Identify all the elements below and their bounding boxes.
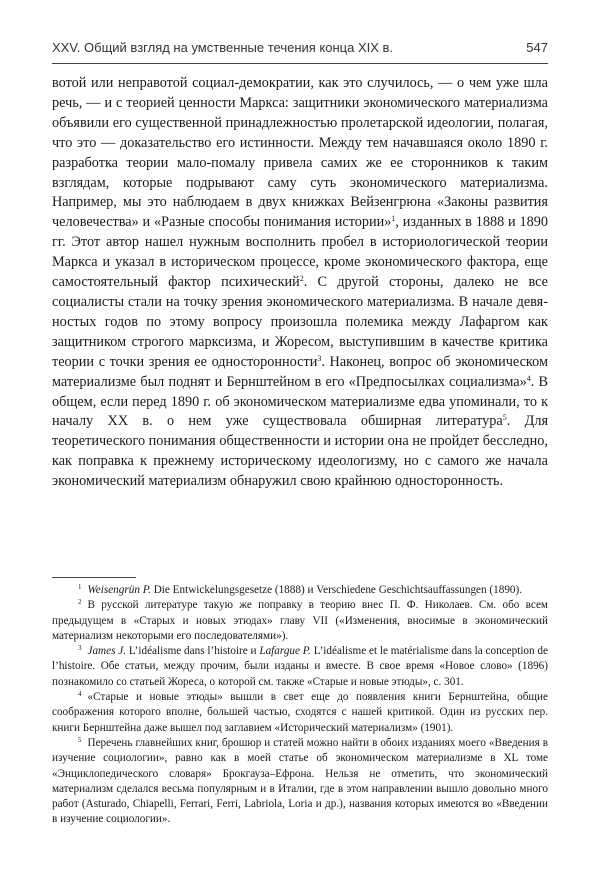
footnotes [52, 583, 548, 828]
footnote-author: Weisengrün P. [87, 584, 151, 596]
page-number: 547 [526, 40, 548, 55]
text-segment: , изданных в 1888 и 1890 гг. Этот автор нашел нужным восполнить пробел в историологической теории Маркса и указал в историческом процессе, кроме экономического фактора, еще самостоятельный фактор психический [52, 214, 548, 291]
text-segment: . В общем, если перед 1890 г. об экономическом материализме едва упоминали, то к началу XX в. о нем уже существовала обширная литература [52, 373, 548, 430]
footnote-ref-3: 3 [317, 353, 322, 363]
main-text [52, 74, 548, 492]
footnote-text: В русской литературе такую же поправку в теорию внес П. Ф. Николаев. См. обо всем предыдущем в «Старых и новых этюдах» главу VII («Изменения, вносимые в экономический материализм некоторыми его последователями»). [52, 599, 548, 642]
footnote-ref-1: 1 [391, 214, 396, 224]
footnote-author: Lafargue P. [259, 645, 311, 658]
footnote-text: Die Entwickelungsgesetze (1888) и Verschiedene Geschichtsauffassungen (1890). [150, 584, 523, 596]
footnote-number: 2 [78, 598, 82, 607]
text-segment: . Для теоретического понимания общественности и истории она не пройдет бесследно, как поправка к прежнему историческому идеологизму, но с самого же начала экономический материализм обнаружил свою крайнюю односторонность. [52, 413, 548, 490]
footnote-text: Перечень главнейших книг, брошюр и статей можно найти в обоих изданиях моего «Введения в изучение социологии», равно как в моей статье об экономическом материализме в XL томе «Энциклопедического словаря» Брокгауза–Ефрона. Нельзя не отметить, что экономический материализм сделался весьма популярным и в Италии, где в этом направлении вышло довольно много работ (Asturado, Chiapelli, Ferrari, Ferri, Labriola, Loria и др.), названия которых имеются во «Введении в изучение социологии». [52, 736, 548, 826]
footnote-separator [52, 577, 136, 578]
body-paragraph [52, 74, 548, 492]
footnote-ref-5: 5 [502, 413, 507, 423]
footnote-ref-4: 4 [526, 373, 531, 383]
footnote-5 [52, 736, 548, 828]
footnote-1 [52, 583, 548, 598]
footnote-2 [52, 598, 548, 644]
running-head [52, 40, 548, 62]
footnote-author: James J. [87, 645, 127, 658]
footnote-text: L’idéalisme et le matérialisme dans la conception de l’histoire. Обе статьи, между прочим, были изданы и вместе. В свое время «Новое слово» (1896) познакомило со статьей Жореса, о которой см. также «Старые и новые этюды», с. 301. [52, 645, 548, 688]
footnote-number: 4 [78, 690, 82, 699]
footnote-ref-2: 2 [299, 274, 304, 284]
footnote-text: L’idéalisme dans l’histoire и [126, 645, 260, 658]
footnote-3 [52, 644, 548, 690]
footnote-number: 3 [78, 644, 82, 653]
text-segment: вотой или неправотой социал-демократии, как это случилось, — о чем уже шла речь, — и с теорией ценности Маркса: защитники экономического материализма объявили его существенной принадлежностью пролетарской идеологии, полагая, что это — доказательство его истинности. Между тем начавшаяся около 1890 г. разработка теории мало-помалу привела самих же ее сторонников к таким взглядам, которые подрывают саму суть экономического материализма. Например, мы это наблюдаем в двух книжках Вейзенгрюна «Законы развития человечества» и «Разные способы понимания истории» [52, 75, 548, 231]
footnote-text: «Старые и новые этюды» вышли в свет еще до появления книги Бернштейна, общие соображения которого вполне, большей частью, сходятся с нашей критикой. Один из русских пер. книги Бернштейна даже вышел под заглавием «Исторический материализм» (1901). [52, 691, 548, 734]
chapter-title: XXV. Общий взгляд на умственные течения конца XIX в. [52, 40, 394, 55]
text-segment: . С другой стороны, далеко не все социалисты стали на точку зрения экономического материализма. В начале девяностых годов по этому вопросу произошла полемика между Лафаргом как защитником строгого марксизма, и Жоресом, выступившим в качестве критика теории с точки зрения ее односторонности [52, 274, 548, 370]
footnote-number: 1 [78, 583, 82, 591]
footnote-number: 5 [78, 735, 82, 744]
header-rule [52, 63, 548, 64]
text-segment: . Наконец, вопрос об экономическом материализме был поднят и Бернштейном в его «Предпосылках социализма» [52, 353, 548, 390]
footnote-4 [52, 690, 548, 736]
